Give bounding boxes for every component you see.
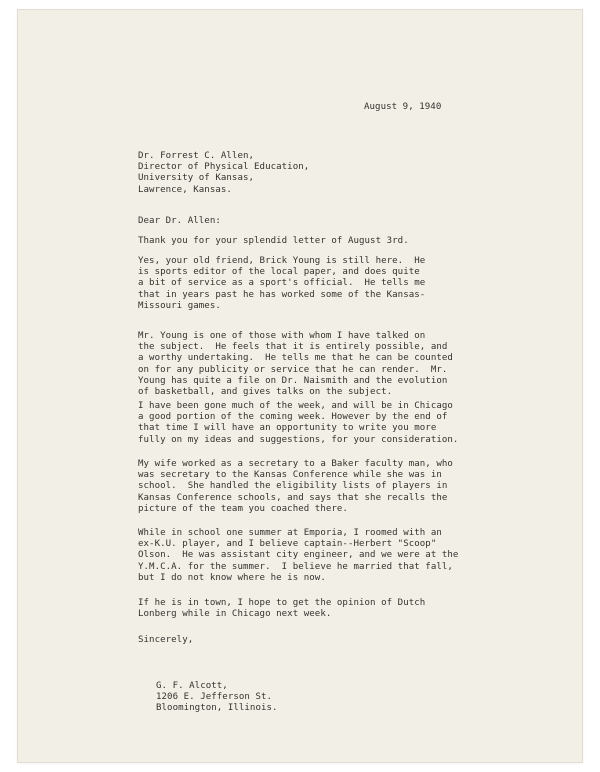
recipient-line: Lawrence, Kansas. xyxy=(138,184,232,195)
text-line: that in years past he has worked some of the Kansas- xyxy=(138,289,426,300)
letter-page xyxy=(18,10,582,762)
text-line: that time I will have an opportunity to write you more xyxy=(138,423,437,434)
text-line: is sports editor of the local paper, and does quite xyxy=(138,267,420,278)
body-paragraph-3 xyxy=(138,331,453,398)
text-line: Lonberg while in Chicago next week. xyxy=(138,609,332,620)
text-line: of basketball, and gives talks on the subject. xyxy=(138,387,393,398)
text-line: ex-K.U. player, and I believe captain--Herbert "Scoop" xyxy=(138,539,437,550)
text-line: picture of the team you coached there. xyxy=(138,503,348,514)
signature-line: Bloomington, Illinois. xyxy=(156,703,278,714)
body-paragraph-4 xyxy=(138,401,458,446)
body-paragraph-1 xyxy=(138,236,409,247)
signature-line: 1206 E. Jefferson St. xyxy=(156,692,273,703)
text-line: Young has quite a file on Dr. Naismith and the evolution xyxy=(138,375,448,386)
text-line: Yes, your old friend, Brick Young is still here. He xyxy=(138,256,426,266)
signature-block xyxy=(156,681,278,715)
body-paragraph-6 xyxy=(138,528,458,584)
text-line: Kansas Conference schools, and says that she recalls the xyxy=(138,492,448,503)
text-line: If he is in town, I hope to get the opinion of Dutch xyxy=(138,598,426,608)
body-paragraph-7 xyxy=(138,598,425,620)
text-line: school. She handled the eligibility lists of players in xyxy=(138,481,448,492)
text-line: but I do not know where he is now. xyxy=(138,572,326,583)
signature-line: G. F. Alcott, xyxy=(156,681,228,691)
text-line: Olson. He was assistant city engineer, and we were at the xyxy=(138,550,459,561)
text-line: Y.M.C.A. for the summer. I believe he married that fall, xyxy=(138,561,453,572)
text-line: Mr. Young is one of those with whom I have talked on xyxy=(138,331,426,341)
text-line: While in school one summer at Emporia, I roomed with an xyxy=(138,528,442,538)
text-line: a bit of service as a sport's official. He tells me xyxy=(138,278,426,289)
text-line: Missouri games. xyxy=(138,300,221,311)
text-line: My wife worked as a secretary to a Baker faculty man, who xyxy=(138,459,453,469)
text-line: a good portion of the coming week. However by the end of xyxy=(138,412,448,423)
text-line: a worthy undertaking. He tells me that he can be counted xyxy=(138,353,453,364)
recipient-line: University of Kansas, xyxy=(138,173,255,184)
body-paragraph-2 xyxy=(138,256,425,312)
recipient-address xyxy=(138,151,309,196)
body-paragraph-5 xyxy=(138,459,453,515)
text-line: on for any publicity or service that he can render. Mr. xyxy=(138,364,448,375)
recipient-line: Dr. Forrest C. Allen, xyxy=(138,151,255,161)
text-line: was secretary to the Kansas Conference while she was in xyxy=(138,470,442,481)
text-line: the subject. He feels that it is entirely possible, and xyxy=(138,342,448,353)
letter-date: August 9, 1940 xyxy=(364,102,442,112)
text-line: I have been gone much of the week, and will be in Chicago xyxy=(138,401,453,411)
closing: Sincerely, xyxy=(138,635,194,645)
text-line: Thank you for your splendid letter of August 3rd. xyxy=(138,236,409,246)
recipient-line: Director of Physical Education, xyxy=(138,162,310,173)
salutation: Dear Dr. Allen: xyxy=(138,216,221,226)
text-line: fully on my ideas and suggestions, for your consideration. xyxy=(138,434,459,445)
